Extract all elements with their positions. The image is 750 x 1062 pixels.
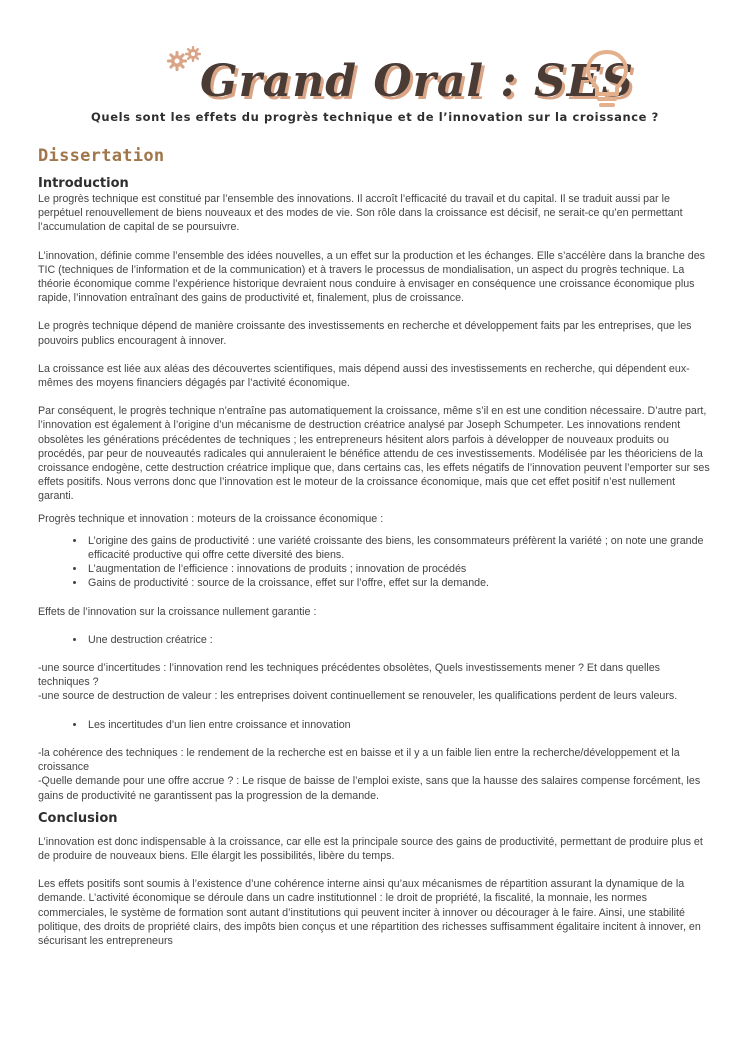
header [0,20,750,107]
list-item: • Les incertitudes d’un lien entre croissance et innovation [86,718,712,732]
plan-part-2-list-a [38,633,712,647]
list-item: • Gains de productivité : source de la croissance, effet sur l’offre, effet sur la demande. [86,576,712,590]
plan-part-2-label: Effets de l’innovation sur la croissance nullement garantie : [38,605,317,618]
plan-text-3: -la cohérence des techniques : le rendement de la recherche est en baisse et il y a un faible lien entre la recherche/développement et la croissance [38,746,680,774]
conclusion-heading: Conclusion [38,810,118,826]
list-item: • L’augmentation de l’efficience : innovations de produits ; innovation de procédés [86,562,712,576]
conclusion-paragraph-2: Les effets positifs sont soumis à l’existence d’une cohérence interne ainsi qu’aux mécanismes de répartition assurant la dynamique de la demande. L’activité économique se déroule dans un cadre institutionnel : le droit de propriété, la fiscalité, la monnaie, les normes commerciales, le système de formation sont autant d’institutions qui peuvent inciter à innover ou décourager à le faire. Ainsi, une stabilité politique, des droits de propriété clairs, des impôts bien conçus et une répartition des richesses suffisamment égalitaire incitent à innover, en sécurisant les entrepreneurs [38,878,701,947]
conclusion-paragraph-1: L’innovation est donc indispensable à la croissance, car elle est la principale source des gains de productivité, permettant de produire plus et de produire de nouveaux biens. Elle élargit les possibilités, libère du temps. [38,835,703,862]
intro-paragraph-4: La croissance est liée aux aléas des découvertes scientifiques, mais dépend aussi des investissements en recherche, qui dépendent eux-mêmes des moyens financiers dégagés par l’activité économique. [38,362,690,390]
intro-paragraph-3: Le progrès technique dépend de manière croissante des investissements en recherche et développement faits par les entreprises, que les pouvoirs publics encouragent à innover. [38,320,692,347]
intro-paragraph-5: Par conséquent, le progrès technique n’entraîne pas automatiquement la croissance, même s’il en est une condition nécessaire. D’autre part, l’innovation est également à l’origine d’un mécanisme de destruction créatrice analysé par Joseph Schumpeter. Les innovations rendent obsolètes les générations précédentes de techniques ; les entrepreneurs hésitent alors parfois à développer de nouveaux produits ou procédés, par peur de nouveautés radicales qui annuleraient le bénéfice attendu de ces investissements. Modélisée par les théoriciens de la croissance endogène, cette destruction créatrice implique que, dans certains cas, les effets négatifs de l’innovation peuvent l’emporter sur ses effets positifs. Nous verrons donc que l’innovation est le moteur de la croissance économique, mais que cet effet positif n’est nullement garanti. [38,405,710,503]
document-body [38,146,712,948]
introduction-heading: Introduction [38,176,129,191]
list-item: • L’origine des gains de productivité : une variété croissante des biens, les consommateurs préfèrent la variété ; on note une grande efficacité productive qui offre cette diversité des biens. [86,534,712,562]
plan-part-1-label: Progrès technique et innovation : moteurs de la croissance économique : [38,512,384,525]
page-title: Grand Oral : SES [200,56,635,107]
plan-text-4: -Quelle demande pour une offre accrue ? : Le risque de baisse de l’emploi existe, sans que la hausse des salaires compense forcément, les gains de productivité ne garantissent pas la progression de la demande. [38,775,701,802]
list-item: • Une destruction créatrice : [86,633,712,647]
intro-paragraph-2: L’innovation, définie comme l’ensemble des idées nouvelles, a un effet sur la production et les échanges. Elle s’accélère dans la branche des TIC (techniques de l’information et de la communication) et à travers le processus de mondialisation, un aspect du progrès technique. La théorie économique comme l’expérience historique devraient nous conduire à envisager en conséquence une croissance économique plus rapide, l’innovation entraînant des gains de productivité et, finalement, plus de croissance. [38,249,705,305]
plan-text-2: -une source de destruction de valeur : les entreprises doivent continuellement se renouveler, les qualifications perdent de leurs valeurs. [38,690,678,703]
plan-part-2-list-b [38,718,712,732]
plan-text-1: -une source d’incertitudes : l’innovation rend les techniques précédentes obsolètes, Quels investissements mener ? Et dans quelles techniques ? [38,662,661,689]
page-subtitle: Quels sont les effets du progrès technique et de l’innovation sur la croissance ? [91,110,659,124]
intro-paragraph-1: Le progrès technique est constitué par l’ensemble des innovations. Il accroît l’efficacité du travail et du capital. Il se traduit aussi par le perpétuel renouvellement de biens nouveaux et des modes de vie. Son rôle dans la croissance est décisif, ne serait-ce qu’en permettant l’accumulation de capital de se poursuivre. [38,193,683,234]
lightbulb-icon [583,48,631,112]
section-title: Dissertation [38,146,165,166]
plan-part-1-list [38,534,712,591]
